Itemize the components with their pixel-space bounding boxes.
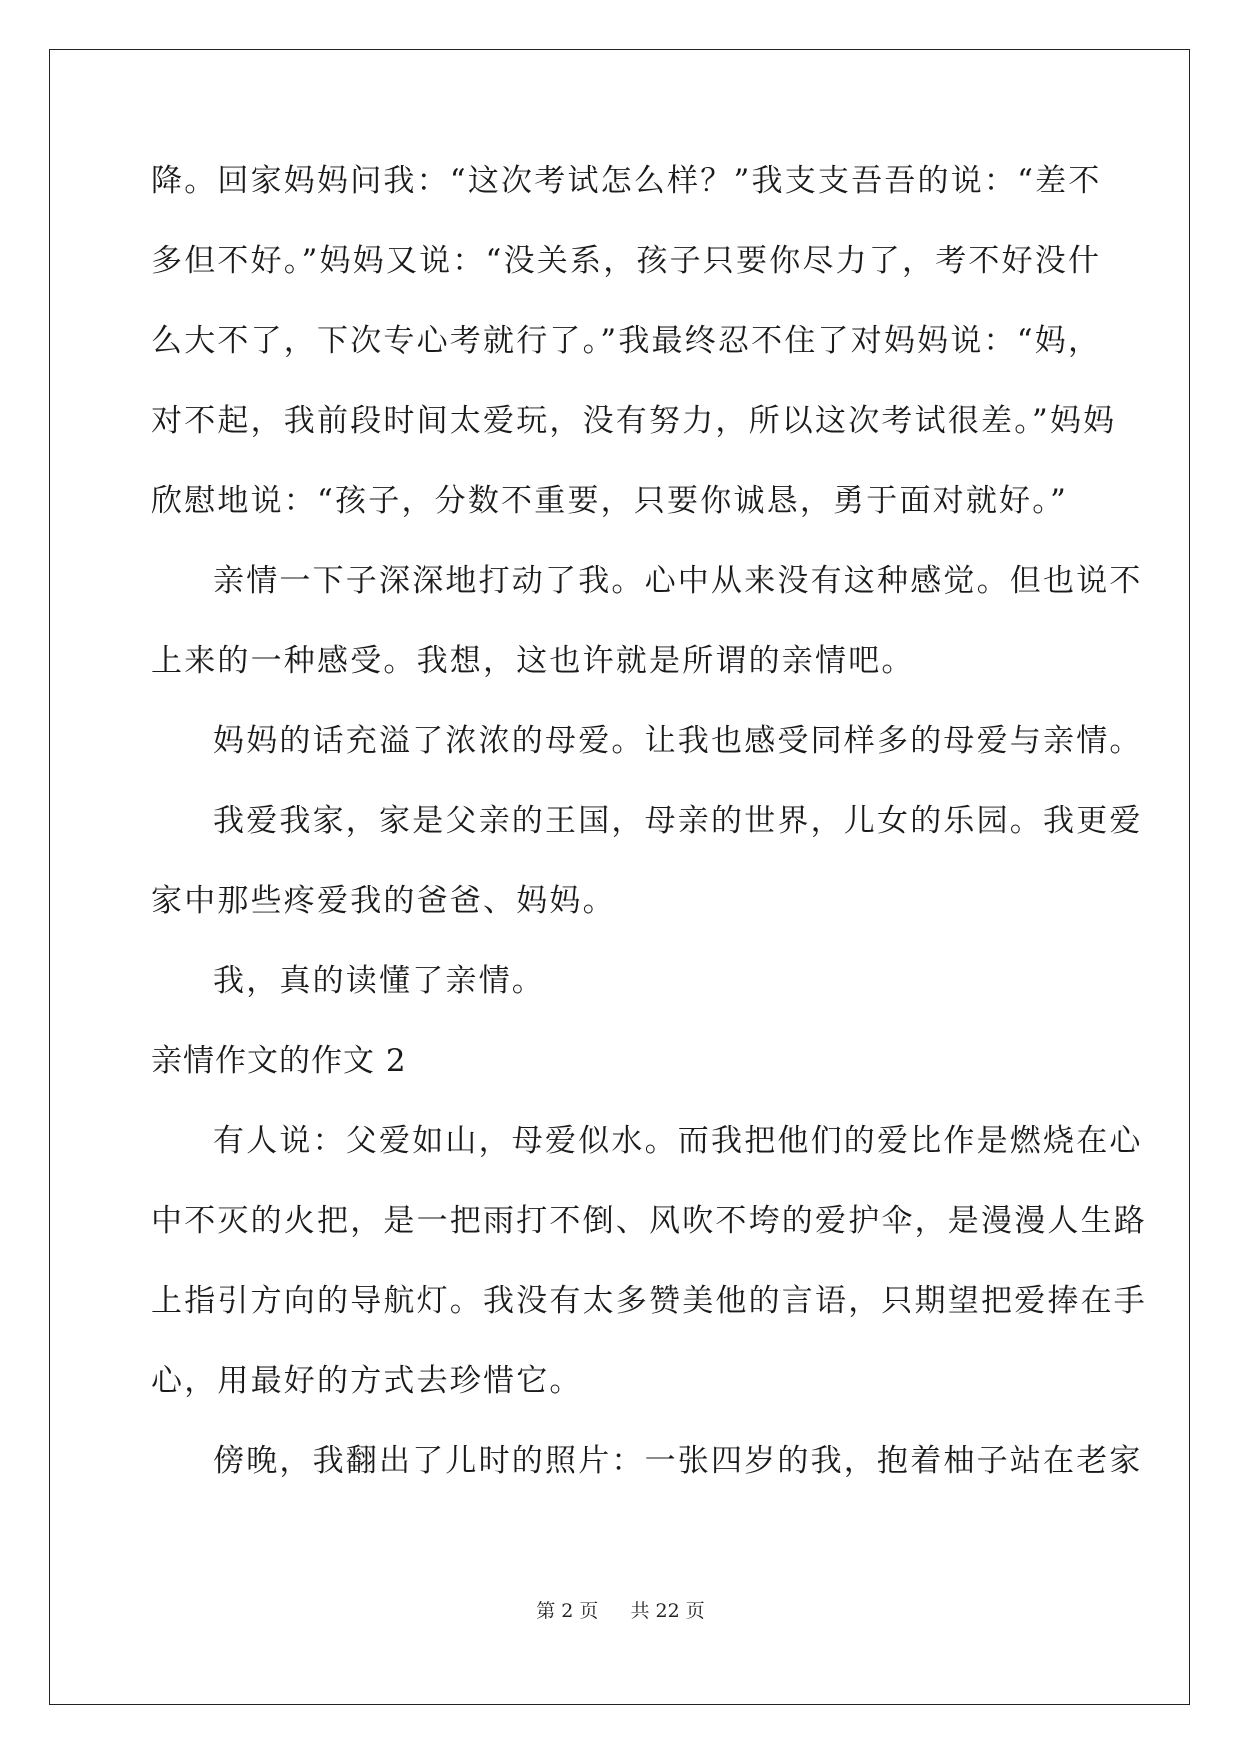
paragraph-first-line: 我，真的读懂了亲情。 (213, 963, 545, 999)
text-line: 上来的一种感受。我想，这也许就是所谓的亲情吧。 (151, 643, 915, 679)
paragraph-first-line: 傍晚，我翻出了儿时的照片：一张四岁的我，抱着柚子站在老家 (213, 1443, 1143, 1479)
text-line: 对不起，我前段时间太爱玩，没有努力，所以这次考试很差。”妈妈 (151, 403, 1117, 439)
paragraph-first-line: 我爱我家，家是父亲的王国，母亲的世界，儿女的乐园。我更爱 (213, 803, 1143, 839)
text-line: 心，用最好的方式去珍惜它。 (151, 1363, 583, 1399)
text-line: 上指引方向的导航灯。我没有太多赞美他的言语，只期望把爱捧在手 (151, 1283, 1147, 1319)
text-line: 中不灭的火把，是一把雨打不倒、风吹不垮的爱护伞，是漫漫人生路 (151, 1203, 1147, 1239)
section-heading: 亲情作文的作文 2 (151, 1043, 407, 1079)
paragraph-first-line: 亲情一下子深深地打动了我。心中从来没有这种感觉。但也说不 (213, 563, 1143, 599)
page-footer (0, 1599, 1241, 1623)
text-line: 欣慰地说：“孩子，分数不重要，只要你诚恳，勇于面对就好。” (151, 483, 1068, 519)
paragraph-first-line: 有人说：父爱如山，母爱似水。而我把他们的爱比作是燃烧在心 (213, 1123, 1143, 1159)
paragraph-first-line: 妈妈的话充溢了浓浓的母爱。让我也感受同样多的母爱与亲情。 (213, 723, 1143, 759)
page-number: 第 2 页 (536, 1600, 599, 1622)
page-total: 共 22 页 (630, 1600, 705, 1622)
text-line: 家中那些疼爱我的爸爸、妈妈。 (151, 883, 616, 919)
document-body (151, 161, 1147, 1521)
text-line: 多但不好。”妈妈又说：“没关系，孩子只要你尽力了，考不好没什 (151, 243, 1102, 279)
text-line: 降。回家妈妈问我：“这次考试怎么样？”我支支吾吾的说：“差不 (151, 163, 1102, 199)
text-line: 么大不了，下次专心考就行了。”我最终忍不住了对妈妈说：“妈， (151, 323, 1102, 359)
